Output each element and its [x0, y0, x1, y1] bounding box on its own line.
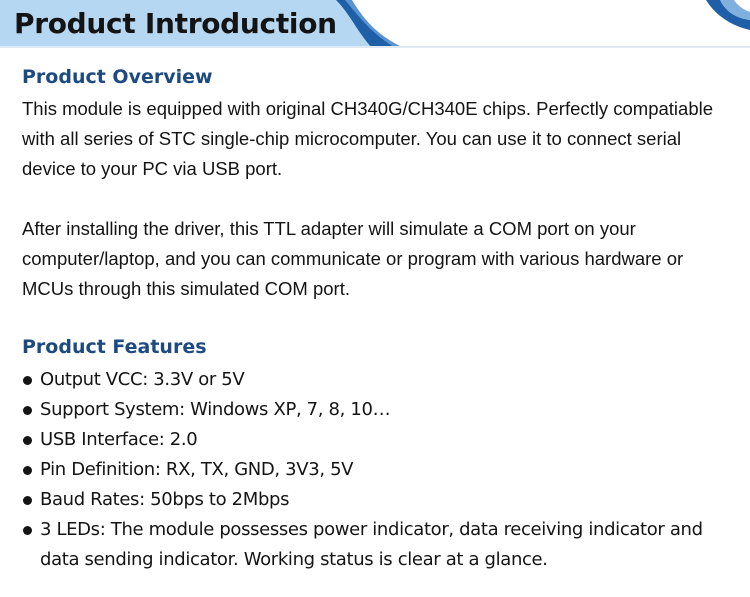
overview-paragraph-1: This module is equipped with original CH340G/CH340E chips. Perfectly compatiable with all series of STC single-chip microcomputer. You can use it to connect serial device to your PC via USB port. [22, 98, 714, 179]
list-item [22, 455, 737, 485]
bullet-icon [23, 436, 32, 445]
list-item [22, 425, 737, 455]
feature-leds: 3 LEDs: The module possesses power indicator, data receiving indicator and data sending indicator. Working status is clear at a glance. [40, 519, 703, 570]
header-banner [0, 0, 750, 48]
list-item [22, 515, 737, 575]
list-item [22, 485, 737, 515]
feature-output-vcc: Output VCC: 3.3V or 5V [40, 369, 245, 390]
overview-heading: Product Overview [22, 66, 213, 88]
feature-usb-interface: USB Interface: 2.0 [40, 429, 198, 450]
feature-support-system: Support System: Windows XP, 7, 8, 10… [40, 399, 391, 420]
bullet-icon [23, 376, 32, 385]
features-heading: Product Features [22, 336, 207, 358]
feature-pin-definition: Pin Definition: RX, TX, GND, 3V3, 5V [40, 459, 354, 480]
bullet-icon [23, 496, 32, 505]
bullet-icon [23, 526, 32, 535]
page-title: Product Introduction [14, 7, 337, 40]
bullet-icon [23, 466, 32, 475]
overview-paragraph-2: After installing the driver, this TTL adapter will simulate a COM port on your computer/laptop, and you can communicate or program with various hardware or MCUs through this simulated COM port. [22, 218, 684, 299]
feature-baud-rates: Baud Rates: 50bps to 2Mbps [40, 489, 290, 510]
features-list [22, 365, 737, 575]
list-item [22, 365, 737, 395]
bullet-icon [23, 406, 32, 415]
list-item [22, 395, 737, 425]
